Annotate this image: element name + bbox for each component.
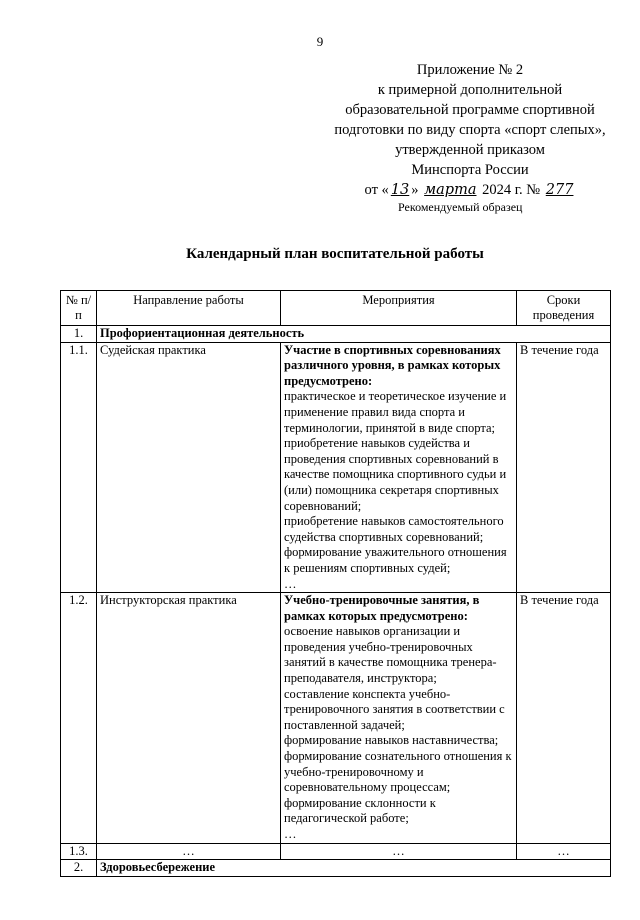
date-prefix: от «: [364, 182, 389, 198]
appendix-line: образовательной программе спортивной: [345, 102, 595, 118]
date-mid: »: [411, 182, 419, 198]
date-month-handwritten: марта: [424, 182, 477, 198]
event-item: приобретение навыков судейства и проведения спортивных соревнований в качестве помощника спортивного судьи и (или) помощника секретаря спортивных соревнований;: [284, 436, 507, 513]
table-header-row: [61, 291, 611, 326]
appendix-line: к примерной дополнительной: [377, 82, 563, 98]
section-row: [61, 326, 611, 343]
row-direction: …: [97, 843, 281, 860]
row-direction: Инструкторская практика: [97, 593, 281, 844]
appendix-line: Минспорта России: [411, 162, 529, 178]
plan-table: [60, 290, 611, 877]
event-item: освоение навыков организации и проведения учебно-тренировочных занятий в качестве помощника тренера-преподавателя, инструктора;: [284, 624, 497, 686]
table-row: [61, 342, 611, 593]
table-row: [61, 843, 611, 860]
row-term: …: [517, 843, 611, 860]
order-number-handwritten: 277: [545, 182, 574, 198]
section-title: Профориентационная деятельность: [97, 326, 611, 343]
appendix-header: [300, 60, 640, 200]
table-row: [61, 593, 611, 844]
row-term: В течение года: [517, 342, 611, 593]
row-events: [281, 342, 517, 593]
section-num: 2.: [61, 860, 97, 877]
event-item: практическое и теоретическое изучение и применение правил вида спорта и терминологии, принятой в виде спорта;: [284, 389, 507, 435]
recommended-sample-label: Рекомендуемый образец: [398, 200, 523, 214]
row-events: [281, 593, 517, 844]
section-title: Здоровьесбережение: [97, 860, 611, 877]
appendix-line: подготовки по виду спорта «спорт слепых»,: [334, 122, 606, 138]
row-term: В течение года: [517, 593, 611, 844]
event-item: …: [284, 827, 297, 841]
event-title: Учебно-тренировочные занятия, в рамках которых предусмотрено:: [284, 593, 480, 623]
row-num: 1.2.: [61, 593, 97, 844]
event-item: формирование навыков наставничества;: [284, 733, 499, 748]
order-date-line: [300, 180, 640, 200]
event-item: приобретение навыков самостоятельного судейства спортивных соревнований;: [284, 514, 504, 544]
event-item: формирование уважительного отношения к решениям спортивных судей;: [284, 545, 507, 575]
row-direction: Судейская практика: [97, 342, 281, 593]
document-title: Календарный план воспитательной работы: [186, 246, 484, 262]
date-year: 2024 г. №: [482, 182, 541, 198]
row-num: 1.1.: [61, 342, 97, 593]
appendix-line: Приложение № 2: [416, 62, 524, 78]
event-title: Участие в спортивных соревнованиях различного уровня, в рамках которых предусмотрено:: [284, 342, 501, 388]
section-num: 1.: [61, 326, 97, 343]
section-row: [61, 860, 611, 877]
header-direction: Направление работы: [97, 291, 281, 326]
event-item: формирование сознательного отношения к учебно-тренировочному и соревновательному процессам;: [284, 749, 512, 795]
header-events: Мероприятия: [281, 291, 517, 326]
event-item: составление конспекта учебно-тренировочного занятия в соответствии с поставленной задачей;: [284, 686, 505, 732]
appendix-line: утвержденной приказом: [395, 142, 545, 158]
header-terms: Сроки проведения: [517, 291, 611, 326]
event-item: формирование склонности к педагогической работе;: [284, 795, 436, 826]
row-num: 1.3.: [61, 843, 97, 860]
header-num: № п/п: [61, 291, 97, 326]
page-number: 9: [316, 34, 324, 49]
row-events: …: [281, 843, 517, 860]
event-item: …: [284, 576, 297, 591]
date-day-handwritten: 13: [390, 182, 410, 198]
